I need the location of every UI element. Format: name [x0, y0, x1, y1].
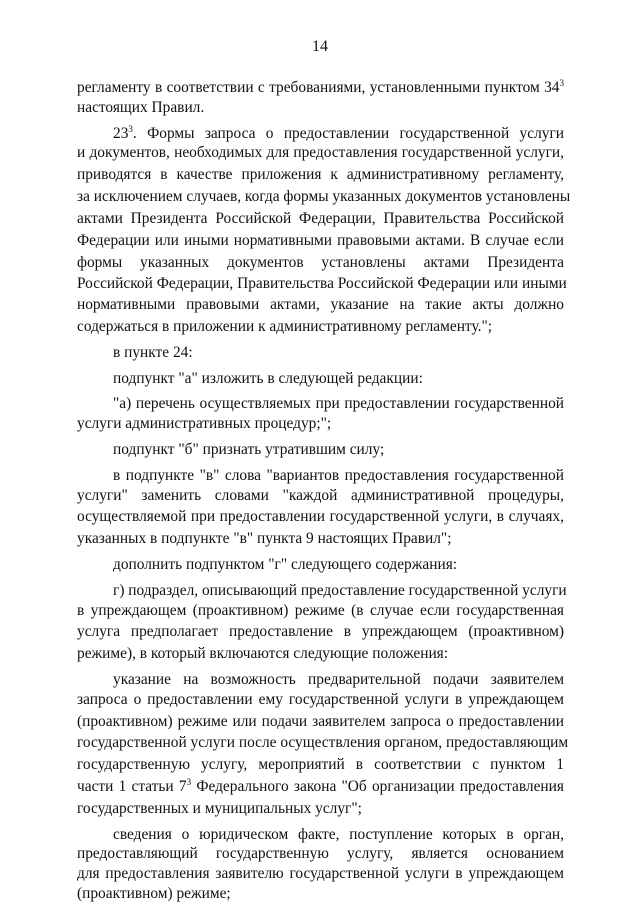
text-line: услуги" заменить словами "каждой административной процедуры,: [77, 486, 564, 504]
text-line: подпункт "а" изложить в следующей редакции:: [113, 369, 423, 387]
page-number: 14: [312, 38, 328, 55]
text-line: за исключением случаев, когда формы указанных документов установлены: [77, 188, 571, 206]
text-line: дополнить подпунктом "г" следующего содержания:: [113, 555, 458, 573]
text-line: настоящих Правил.: [77, 98, 205, 116]
text-line: регламенту в соответствии с требованиями, установленными пунктом $34^3$: [77, 78, 564, 96]
text-line: нормативными правовыми актами, указание на такие акты должно: [77, 296, 564, 314]
text-line: Российской Федерации, Правительства Российской Федерации или иными: [77, 275, 567, 293]
text-line: части 1 статьи $7^3$ Федерального закона "Об организации предоставления: [77, 776, 564, 795]
text-line: $23^3$. Формы запроса о предоставлении государственной услуги: [113, 123, 564, 142]
text-line: государственной услуги после осуществления органом, предоставляющим: [77, 734, 569, 752]
text-line: предоставляющий государственную услугу, является основанием: [77, 845, 564, 863]
text-line: услуга предполагает предоставление в упреждающем (проактивном): [77, 623, 564, 641]
text-line: сведения о юридическом факте, поступление которых в орган,: [113, 825, 564, 843]
text-line: Федерации или иными нормативными правовыми актами. В случае если: [77, 231, 564, 249]
text-line: запроса о предоставлении ему государственной услуги в упреждающем: [77, 690, 564, 708]
text-line: для предоставления заявителю государственной услуги в упреждающем: [77, 865, 564, 883]
text-line: подпункт "б" признать утратившим силу;: [113, 440, 385, 458]
text-line: актами Президента Российской Федерации, Правительства Российской: [77, 209, 564, 227]
text-line: содержаться в приложении к административному регламенту.";: [77, 317, 493, 335]
text-line: (проактивном) режиме или подачи заявителем запроса о предоставлении: [77, 712, 564, 730]
text-line: "а) перечень осуществляемых при предоставлении государственной: [113, 395, 564, 413]
text-line: осуществляемой при предоставлении государственной услуги, в случаях,: [77, 508, 564, 526]
text-line: государственную услугу, мероприятий в соответствии с пунктом 1: [77, 756, 564, 774]
text-line: и документов, необходимых для предоставления государственной услуги,: [77, 144, 564, 162]
text-line: услуги административных процедур;";: [77, 415, 332, 433]
text-line: формы указанных документов установлены актами Президента: [77, 253, 564, 271]
text-line: указанных в подпункте "в" пункта 9 настоящих Правил";: [77, 530, 452, 548]
text-line: (проактивном) режиме;: [77, 885, 231, 902]
text-line: приводятся в качестве приложения к административному регламенту,: [77, 166, 564, 184]
text-line: в упреждающем (проактивном) режиме (в случае если государственная: [77, 601, 564, 619]
text-line: режиме), в который включаются следующие положения:: [77, 645, 449, 663]
text-line: в подпункте "в" слова "вариантов предоставления государственной: [113, 466, 564, 484]
text-line: г) подраздел, описывающий предоставление государственной услуги: [113, 581, 567, 599]
text-line: в пункте 24:: [113, 343, 193, 361]
text-line: государственных и муниципальных услуг";: [77, 799, 362, 817]
text-line: указание на возможность предварительной подачи заявителем: [113, 670, 564, 688]
